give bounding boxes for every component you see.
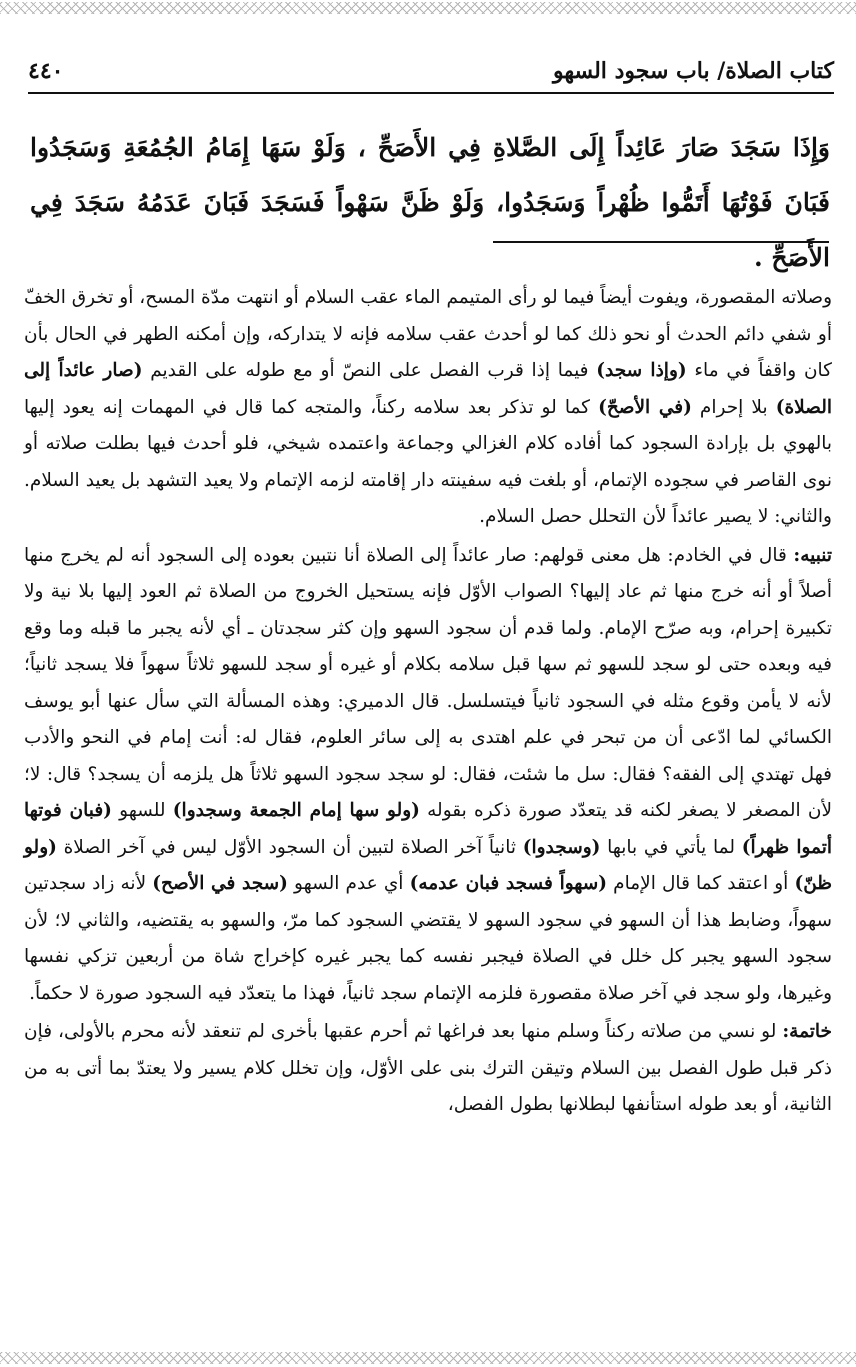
commentary-paragraph-2 — [24, 538, 832, 1013]
section-divider — [493, 241, 829, 243]
text-run: فيما إذا قرب الفصل على النصّ أو مع طوله على القديم — [142, 360, 597, 381]
commentary-paragraph-1 — [24, 280, 832, 536]
commentary-text-block — [24, 280, 832, 1124]
text-run: قال في الخادم: هل معنى قولهم: صار عائداً إلى الصلاة أنا نتبين بعوده إلى السجود أنه لم يخرج منها أصلاً أو أنه خرج منها ثم عاد إليها؟ الصواب الأوّل فإنه يستحيل الخروج من الصلاة ثم العود إليها بلا نية ولا تكبيرة إحرام، وبه صرّح الإمام. ولما قدم أن سجود السهو وإن كثر سجدتان ـ أي لأنه يجبر ما قبله وما وقع فيه وبعده حتى لو سجد للسهو ثم سها قبل سلامه بكلام أو غيره أو سجد للسهو ثلاثاً سهواً فلا يسجد ثانياً؛ لأنه لا يأمن وقوع مثله في السجود ثانياً فيتسلسل. قال الدميري: وهذه المسألة التي سأل عنها أبو يوسف الكسائي لما ادّعى أن من تبحر في علم اهتدى به إلى سائر العلوم، فقال له: أنت إمام في النحو والأدب فهل تهتدي إلى الفقه؟ فقال: سل ما شئت، فقال: لو سجد سجود السهو ثلاثاً هل يلزمه أن يسجد؟ قال: لا؛ لأن المصغر لا يصغر لكنه قد يتعدّد صورة ذكره بقوله — [24, 544, 833, 821]
bottom-ornamental-border — [0, 1352, 856, 1364]
quoted-matn: (في الأصحّ) — [598, 396, 692, 418]
text-run: وصلاته المقصورة، ويفوت أيضاً فيما لو رأى المتيمم الماء عقب السلام أو انتهت مدّة المسح، أو تخرق الخفّ أو شفي دائم الحدث أو نحو ذلك كما لو أحدث عقب سلامه فإنه لا يتداركه، وإن أمكنه الطهر في الحال بأن كان واقفاً في ماء — [24, 287, 832, 381]
quoted-matn: (سجد في الأصح) — [152, 873, 288, 894]
text-run: كما لو تذكر بعد سلامه ركناً، والمتجه كما قال في المهمات إنه يعود إليها بالهوي بل بإرادة السجود كما أفاده كلام الغزالي وجماعة واعتمده شيخي، فلو أحدث فيها بطلت صلاته أو نوى القاصر في سجوده الإتمام، أو بلغت فيه سفينته دار إقامته لزمه الإتمام ولا يعيد التشهد بل يعيد السلام. والثاني: لا يصير عائداً لأن التحلل حصل السلام. — [24, 396, 832, 527]
page-number: ٤٤٠ — [28, 58, 64, 84]
text-run: أي عدم السهو — [287, 873, 410, 894]
top-ornamental-border — [0, 2, 856, 14]
quoted-matn: (وإذا سجد) — [596, 360, 687, 381]
matn-paragraph: وَإِذَا سَجَدَ صَارَ عَائِداً إِلَى الصَّلاةِ فِي الأَصَحِّ ، وَلَوْ سَهَا إِمَامُ الجُمُعَةِ وَسَجَدُوا فَبَانَ فَوْتُهَا أَتَمُّوا ظُهْراً وَسَجَدُوا، وَلَوْ ظَنَّ سَهْواً فَسَجَدَ فَبَانَ عَدَمُهُ سَجَدَ فِي الأَصَحِّ . — [30, 133, 830, 272]
quoted-matn: (سهواً فسجد فبان عدمه) — [409, 873, 608, 894]
page-header — [28, 52, 834, 94]
quoted-matn: (ولو سها إمام الجمعة وسجدوا) — [172, 800, 420, 821]
text-run: لأنه زاد سجدتين سهواً، وضابط هذا أن السهو في سجود السهو لا يقتضي السجود كما مرّ، والسهو به يقتضيه، والثاني لا؛ لأن سجود السهو يجبر كل خلل في الصلاة فيجبر نفسه كما يجبر غيره كإخراج شاة من أربعين تزكي نفسها وغيرها، ولو سجد في آخر صلاة مقصورة فلزمه الإتمام سجد ثانياً، فهذا ما يتعدّد فيه السجود صورة لا حكماً. — [24, 873, 832, 1004]
running-title: كتاب الصلاة/ باب سجود السهو — [552, 58, 834, 84]
text-run: أو اعتقد كما قال الإمام — [607, 873, 795, 894]
text-run: لو نسي من صلاته ركناً وسلم منها بعد فراغها ثم أحرم عقبها بأخرى لم تنعقد لأنه محرم بالأولى، فإن ذكر قبل طول الفصل بين السلام وتيقن الترك بنى على الأوّل، وإن تخلل كلام يسير ولا يعتدّ بما أتى به من الثانية، أو بعد طوله استأنفها لبطلانها بطول الفصل، — [24, 1021, 832, 1115]
text-run: بلا إحرام — [691, 396, 776, 418]
quoted-matn: (ولو ظنّ) — [24, 836, 832, 894]
quoted-matn: (صار عائداً إلى الصلاة) — [24, 360, 832, 418]
text-run: للسهو — [111, 800, 173, 821]
quoted-matn: (وسجدوا) — [522, 836, 601, 858]
text-run: ثانياً آخر الصلاة لتبين أن السجود الأوّل ليس في آخر الصلاة — [56, 836, 523, 858]
quoted-matn: (فبان فوتها أتموا ظهراً) — [24, 800, 833, 858]
text-run: لما يأتي في بابها — [600, 836, 742, 858]
commentary-paragraph-3 — [24, 1014, 832, 1124]
note-label: تنبيه: — [793, 544, 833, 566]
matn-text-block — [30, 120, 830, 285]
conclusion-label: خاتمة: — [782, 1021, 832, 1042]
